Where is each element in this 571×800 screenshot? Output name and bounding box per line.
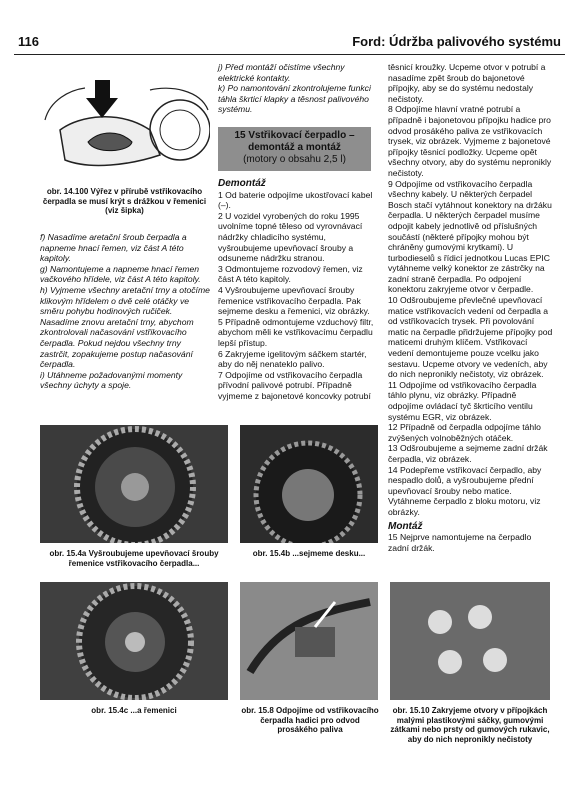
photo-15-4a <box>40 425 228 543</box>
step-f: f) Nasadíme aretační šroub čerpadla a napneme hnací řemen, viz část A této kapitoly. <box>40 232 187 264</box>
step-j: j) Před montáží očistíme všechny elektrické kontakty. <box>218 62 345 83</box>
step-6: 6 Zakryjeme igelitovým sáčkem startér, aby do něj nenateklo palivo. <box>218 348 367 370</box>
step-3: 3 Odmontujeme rozvodový řemen, viz část A této kapitoly. <box>218 263 363 285</box>
hose-image <box>240 582 378 700</box>
step-7: 7 Odpojíme od vstřikovacího čerpadla přívodní palivové potrubí. Případně vyjmeme z bajonetové koncovky potrubí <box>218 369 371 401</box>
step-4: 4 Vyšroubujeme upevňovací šrouby řemenice vstřikovacího čerpadla. Pak sejmeme desku a řemenici, viz obrázky. <box>218 284 370 317</box>
pulley-image <box>40 425 228 543</box>
photo-15-10 <box>390 582 550 700</box>
step-8: 8 Odpojíme hlavní vratné potrubí a případně i bajonetovou přípojku hadice pro odvod prosákého paliva ze vstřikovacích trysek, viz obrázek. Vyjmeme z bajonetové přípojky těsnicí podložky. Ucpeme opět všechny otvory, aby do systému nepronikly nečistoty. <box>388 104 552 178</box>
step-7-cont: těsnicí kroužky. Ucpeme otvor v potrubí a nasadíme zpět šroub do bajonetové přípojky, aby se do systému nedostaly nečistoty. <box>388 62 546 104</box>
pulley-removed-image <box>40 582 228 700</box>
step-2: 2 U vozidel vyrobených do roku 1995 uvolníme topné těleso od vyrovnávací nádržky chladicího systému, vyšroubujeme upevňovací šrouby a odsuneme nádržku stranou. <box>218 210 363 264</box>
section-title-line1: 15 Vstřikovací čerpadlo – <box>234 130 355 141</box>
step-15: 15 Nejprve namontujeme na čerpadlo zadní držák. <box>388 532 532 553</box>
step-i: i) Utáhneme požadovanými momenty všechny úchyty a spoje. <box>40 369 183 391</box>
photo-15-8 <box>240 582 378 700</box>
step-5: 5 Případně odmontujeme vzduchový filtr, abychom měli ke vstřikovacímu čerpadlu lepší přístup. <box>218 316 374 348</box>
caption-fig-15-4b: obr. 15.4b ...sejmeme desku... <box>252 549 366 558</box>
demontaz-block <box>218 179 376 401</box>
step-g: g) Namontujeme a napneme hnací řemen vačkového hřídele, viz část A této kapitoly. <box>40 263 201 285</box>
covered-ports-image <box>390 582 550 700</box>
step-11: 11 Odpojíme od vstřikovacího čerpadla táhlo plynu, viz obrázky. Případně odpojíme ovládací tyč škrticího ventilu systému EGR, viz obrázek. <box>388 379 537 422</box>
caption-fig-15-10: obr. 15.10 Zakryjeme otvory v přípojkách malými plastikovými sáčky, gumovými zátkami nebo prsty od gumových rukavic, aby do nich nepronikly nečistoty <box>390 706 550 744</box>
step-10: 10 Odšroubujeme převlečné upevňovací matice vstřikovacích vedení od čerpadla a od vstřikovacích trysek. Při povolování matic na čerpadle přidržujeme přípojky pod maticemi druhým klíčem. Vstřikovací vedení demontujeme pouze vcelku jako sestavu. Ucpeme otvory ve vedeních, aby do nich nepronikly nečistoty, viz obrázek. <box>388 295 553 380</box>
running-header: Ford: Údržba palivového systému <box>352 34 561 49</box>
figure-14-100 <box>40 60 210 182</box>
photo-15-4b <box>240 425 378 543</box>
plate-image <box>240 425 378 543</box>
step-h: h) Vyjmeme všechny aretační trny a otočíme klikovým hřídelem o dvě celé otáčky ve směru pohybu hodinových ručiček. Nasadíme znovu aretační trny, abychom zkontrolovali načasování vstřikovacího čerpadla. Pokud nejdou všechny trny zastrčit, zopakujeme postup načasování čerpadla. <box>40 284 210 370</box>
left-steps <box>40 232 210 391</box>
caption-fig-15-4c: obr. 15.4c ...a řemenici <box>91 706 177 715</box>
photo-15-4c <box>40 582 228 700</box>
page-number: 116 <box>18 34 39 49</box>
section-heading-box <box>218 127 371 171</box>
step-9: 9 Odpojíme od vstřikovacího čerpadla všechny kabely. U některých čerpadel Bosch stačí vytáhnout konektory na držáku čerpadla. U některých čerpadel musíme odpojit kabely jednotlivě od příslušných součástí (některé přípojky mohou být chráněny gumovými krytkami). U turbodieselů s řídicí jednotkou Lucas EPIC vytáhneme velký konektor ze zástrčky na zadní straně čerpadla. Po odpojení konektoru zakryjeme otvor v čerpadle. <box>388 178 552 295</box>
caption-fig-14-100: obr. 14.100 Výřez v přírubě vstřikovacího čerpadla se musí krýt s drážkou v řemenici (viz šipka) <box>42 187 207 216</box>
caption-fig-15-4a: obr. 15.4a Vyšroubujeme upevňovací šrouby řemenice vstřikovacího čerpadla... <box>49 549 219 568</box>
right-steps <box>388 62 554 553</box>
header-rule <box>14 54 565 55</box>
step-1: 1 Od baterie odpojíme ukostřovací kabel (–). <box>218 189 373 211</box>
montaz-heading: Montáž <box>388 520 423 532</box>
step-12: 12 Případně od čerpadla odpojíme táhlo zvýšených volnoběžných otáček. <box>388 422 541 443</box>
section-subtitle: (motory o obsahu 2,5 l) <box>243 154 346 165</box>
section-title-line2: demontáž a montáž <box>248 142 341 153</box>
step-14: 14 Podepřeme vstřikovací čerpadlo, aby nespadlo dolů, a vyšroubujeme přední upevňovací šrouby nebo matice. Vytáhneme čerpadlo z bloku motoru, viz obrázky. <box>388 464 542 517</box>
caption-fig-15-8: obr. 15.8 Odpojíme od vstřikovacího čerpadla hadici pro odvod prosákého paliva <box>241 706 379 735</box>
demontaz-heading: Demontáž <box>218 178 266 189</box>
step-k: k) Po namontování zkontrolujeme funkci táhla škrticí klapky a těsnost palivového systému. <box>218 83 371 115</box>
mid-top-steps <box>218 62 378 115</box>
step-13: 13 Odšroubujeme a sejmeme zadní držák čerpadla, viz obrázek. <box>388 443 548 464</box>
